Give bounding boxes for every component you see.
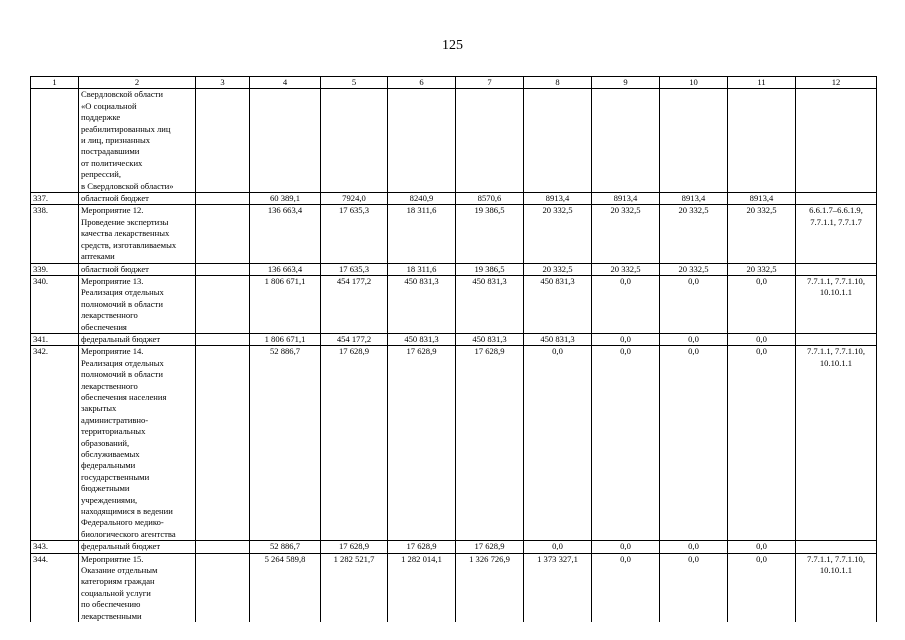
description-line: учреждениями,	[81, 494, 138, 505]
description-line: образований,	[81, 437, 130, 448]
value-cell: 18 311,6	[388, 263, 456, 275]
value-cell: 450 831,3	[456, 333, 524, 345]
indicator-line: 7.7.1.1, 7.7.1.10,	[806, 275, 865, 286]
indicator-line: 7.7.1.1, 7.7.1.7	[810, 216, 862, 227]
value-cell: 0,0	[592, 553, 660, 622]
description-line: лекарственного	[81, 380, 138, 391]
value-cell: 17 635,3	[321, 263, 388, 275]
value-cell: 0,0	[728, 346, 796, 541]
description-line: от политических	[81, 157, 143, 168]
value-cell: 450 831,3	[388, 333, 456, 345]
value-cell: 450 831,3	[524, 333, 592, 345]
value-cell: 19 386,5	[456, 263, 524, 275]
value-cell: 450 831,3	[388, 275, 456, 333]
indicator-line: 10.10.1.1	[819, 287, 853, 298]
column-header: 2	[79, 77, 196, 89]
description-line: категориям граждан	[81, 576, 155, 587]
value-cell: 17 628,9	[456, 541, 524, 553]
value-cell: 454 177,2	[321, 275, 388, 333]
value-cell: 450 831,3	[456, 275, 524, 333]
row-number: 343.	[31, 541, 79, 553]
value-cell: 454 177,2	[321, 333, 388, 345]
value-cell: 17 628,9	[388, 541, 456, 553]
row-number: 342.	[31, 346, 79, 541]
row-description	[79, 263, 196, 275]
value-cell: 5 264 589,8	[250, 553, 321, 622]
description-line: репрессий,	[81, 169, 122, 180]
value-cell: 18 311,6	[388, 205, 456, 263]
table-row	[31, 205, 877, 263]
description-line: административно-	[81, 414, 149, 425]
indicator-line: 10.10.1.1	[819, 565, 853, 576]
column-3-cell	[196, 275, 250, 333]
value-cell: 0,0	[660, 346, 728, 541]
value-cell: 20 332,5	[524, 263, 592, 275]
row-description	[79, 89, 196, 193]
header-row	[31, 77, 877, 89]
description-line: федеральными	[81, 460, 136, 471]
value-cell: 8913,4	[660, 193, 728, 205]
target-indicators-cell	[796, 89, 877, 193]
row-description	[79, 193, 196, 205]
column-3-cell	[196, 89, 250, 193]
description-line: реабилитированных лиц	[81, 123, 171, 134]
description-line: федеральный бюджет	[81, 333, 161, 344]
value-cell: 0,0	[728, 275, 796, 333]
value-cell: 0,0	[660, 275, 728, 333]
value-cell: 0,0	[728, 541, 796, 553]
value-cell: 8570,6	[456, 193, 524, 205]
value-cell	[250, 89, 321, 193]
row-number: 338.	[31, 205, 79, 263]
value-cell: 0,0	[592, 346, 660, 541]
value-cell	[456, 89, 524, 193]
value-cell: 1 282 521,7	[321, 553, 388, 622]
column-header: 4	[250, 77, 321, 89]
value-cell: 17 628,9	[388, 346, 456, 541]
column-header: 3	[196, 77, 250, 89]
target-indicators-cell	[796, 193, 877, 205]
description-line: лекарственными	[81, 610, 142, 621]
value-cell: 8913,4	[524, 193, 592, 205]
row-description	[79, 205, 196, 263]
row-description	[79, 275, 196, 333]
row-description	[79, 553, 196, 622]
description-line: аптеками	[81, 251, 115, 262]
value-cell: 20 332,5	[660, 263, 728, 275]
value-cell: 0,0	[728, 553, 796, 622]
indicator-line: 10.10.1.1	[819, 357, 853, 368]
description-line: Реализация отдельных	[81, 357, 164, 368]
value-cell: 52 886,7	[250, 541, 321, 553]
target-indicators-cell	[796, 205, 877, 263]
value-cell: 0,0	[592, 541, 660, 553]
value-cell	[388, 89, 456, 193]
target-indicators-cell	[796, 346, 877, 541]
value-cell: 0,0	[728, 333, 796, 345]
budget-table	[30, 76, 877, 622]
column-3-cell	[196, 205, 250, 263]
value-cell: 7924,0	[321, 193, 388, 205]
target-indicators-cell	[796, 541, 877, 553]
value-cell: 17 628,9	[456, 346, 524, 541]
table-row	[31, 275, 877, 333]
column-3-cell	[196, 346, 250, 541]
row-description	[79, 333, 196, 345]
row-number: 337.	[31, 193, 79, 205]
description-line: пострадавшими	[81, 146, 140, 157]
description-line: бюджетными	[81, 483, 130, 494]
value-cell: 20 332,5	[524, 205, 592, 263]
value-cell: 136 663,4	[250, 263, 321, 275]
description-line: лекарственного	[81, 310, 138, 321]
table-row	[31, 541, 877, 553]
column-3-cell	[196, 541, 250, 553]
column-header: 12	[796, 77, 877, 89]
description-line: в Свердловской области»	[81, 180, 174, 191]
description-line: Мероприятие 13.	[81, 275, 144, 286]
value-cell: 450 831,3	[524, 275, 592, 333]
target-indicators-cell	[796, 263, 877, 275]
value-cell: 8913,4	[728, 193, 796, 205]
description-line: Мероприятие 15.	[81, 553, 144, 564]
value-cell: 1 806 671,1	[250, 275, 321, 333]
value-cell: 0,0	[524, 541, 592, 553]
value-cell: 17 628,9	[321, 346, 388, 541]
value-cell: 20 332,5	[728, 205, 796, 263]
indicator-line: 7.7.1.1, 7.7.1.10,	[806, 346, 865, 357]
value-cell: 19 386,5	[456, 205, 524, 263]
indicator-line: 7.7.1.1, 7.7.1.10,	[806, 553, 865, 564]
table-row	[31, 553, 877, 622]
value-cell: 0,0	[592, 275, 660, 333]
column-3-cell	[196, 333, 250, 345]
column-header: 6	[388, 77, 456, 89]
description-line: территориальных	[81, 426, 146, 437]
table-row	[31, 263, 877, 275]
description-line: обеспечения населения	[81, 391, 167, 402]
description-line: поддержке	[81, 112, 121, 123]
value-cell: 1 326 726,9	[456, 553, 524, 622]
indicator-line: 6.6.1.7–6.6.1.9,	[809, 205, 863, 216]
row-number	[31, 89, 79, 193]
value-cell	[321, 89, 388, 193]
value-cell: 52 886,7	[250, 346, 321, 541]
description-line: биологического агентства	[81, 528, 176, 539]
description-line: обслуживаемых	[81, 449, 140, 459]
column-3-cell	[196, 553, 250, 622]
column-header: 9	[592, 77, 660, 89]
value-cell: 8913,4	[592, 193, 660, 205]
value-cell: 20 332,5	[592, 205, 660, 263]
value-cell	[592, 89, 660, 193]
column-header: 5	[321, 77, 388, 89]
description-line: полномочий в области	[81, 369, 163, 380]
value-cell	[524, 89, 592, 193]
description-line: Мероприятие 12.	[81, 205, 144, 216]
description-line: полномочий в области	[81, 298, 163, 309]
target-indicators-cell	[796, 553, 877, 622]
description-line: обеспечения	[81, 321, 127, 332]
row-description	[79, 346, 196, 541]
target-indicators-cell	[796, 275, 877, 333]
value-cell: 136 663,4	[250, 205, 321, 263]
value-cell	[660, 89, 728, 193]
row-number: 340.	[31, 275, 79, 333]
value-cell: 17 628,9	[321, 541, 388, 553]
value-cell: 0,0	[660, 553, 728, 622]
description-line: Федерального медико-	[81, 517, 164, 528]
description-line: и лиц, признанных	[81, 135, 151, 146]
description-line: средств, изготавливаемых	[81, 239, 177, 250]
description-line: социальной услуги	[81, 587, 151, 598]
value-cell	[728, 89, 796, 193]
description-line: Свердловской области	[81, 89, 164, 100]
value-cell: 1 282 014,1	[388, 553, 456, 622]
description-line: по обеспечению	[81, 599, 141, 610]
row-description	[79, 541, 196, 553]
row-number: 344.	[31, 553, 79, 622]
value-cell: 1 373 327,1	[524, 553, 592, 622]
column-header: 10	[660, 77, 728, 89]
description-line: «О социальной	[81, 100, 137, 111]
target-indicators-cell	[796, 333, 877, 345]
description-line: закрытых	[81, 403, 117, 414]
column-header: 7	[456, 77, 524, 89]
column-header: 8	[524, 77, 592, 89]
column-header: 1	[31, 77, 79, 89]
table-row	[31, 333, 877, 345]
value-cell: 20 332,5	[660, 205, 728, 263]
description-line: качества лекарственных	[81, 228, 170, 239]
value-cell: 0,0	[660, 333, 728, 345]
description-line: государственными	[81, 471, 150, 482]
column-header: 11	[728, 77, 796, 89]
value-cell: 60 389,1	[250, 193, 321, 205]
value-cell: 0,0	[660, 541, 728, 553]
row-number: 339.	[31, 263, 79, 275]
description-line: Реализация отдельных	[81, 287, 164, 298]
description-line: федеральный бюджет	[81, 541, 161, 552]
value-cell: 20 332,5	[592, 263, 660, 275]
value-cell: 0,0	[592, 333, 660, 345]
value-cell: 1 806 671,1	[250, 333, 321, 345]
description-line: областной бюджет	[81, 193, 149, 204]
page-number: 125	[442, 38, 463, 53]
description-line: находящимися в ведении	[81, 506, 173, 517]
table-row	[31, 193, 877, 205]
column-3-cell	[196, 263, 250, 275]
value-cell: 17 635,3	[321, 205, 388, 263]
value-cell: 0,0	[524, 346, 592, 541]
value-cell: 20 332,5	[728, 263, 796, 275]
table-row	[31, 346, 877, 541]
description-line: Проведение экспертизы	[81, 216, 169, 227]
description-line: Оказание отдельным	[81, 565, 158, 576]
table-row	[31, 89, 877, 193]
column-3-cell	[196, 193, 250, 205]
value-cell: 8240,9	[388, 193, 456, 205]
description-line: Мероприятие 14.	[81, 346, 144, 357]
description-line: областной бюджет	[81, 263, 149, 274]
row-number: 341.	[31, 333, 79, 345]
